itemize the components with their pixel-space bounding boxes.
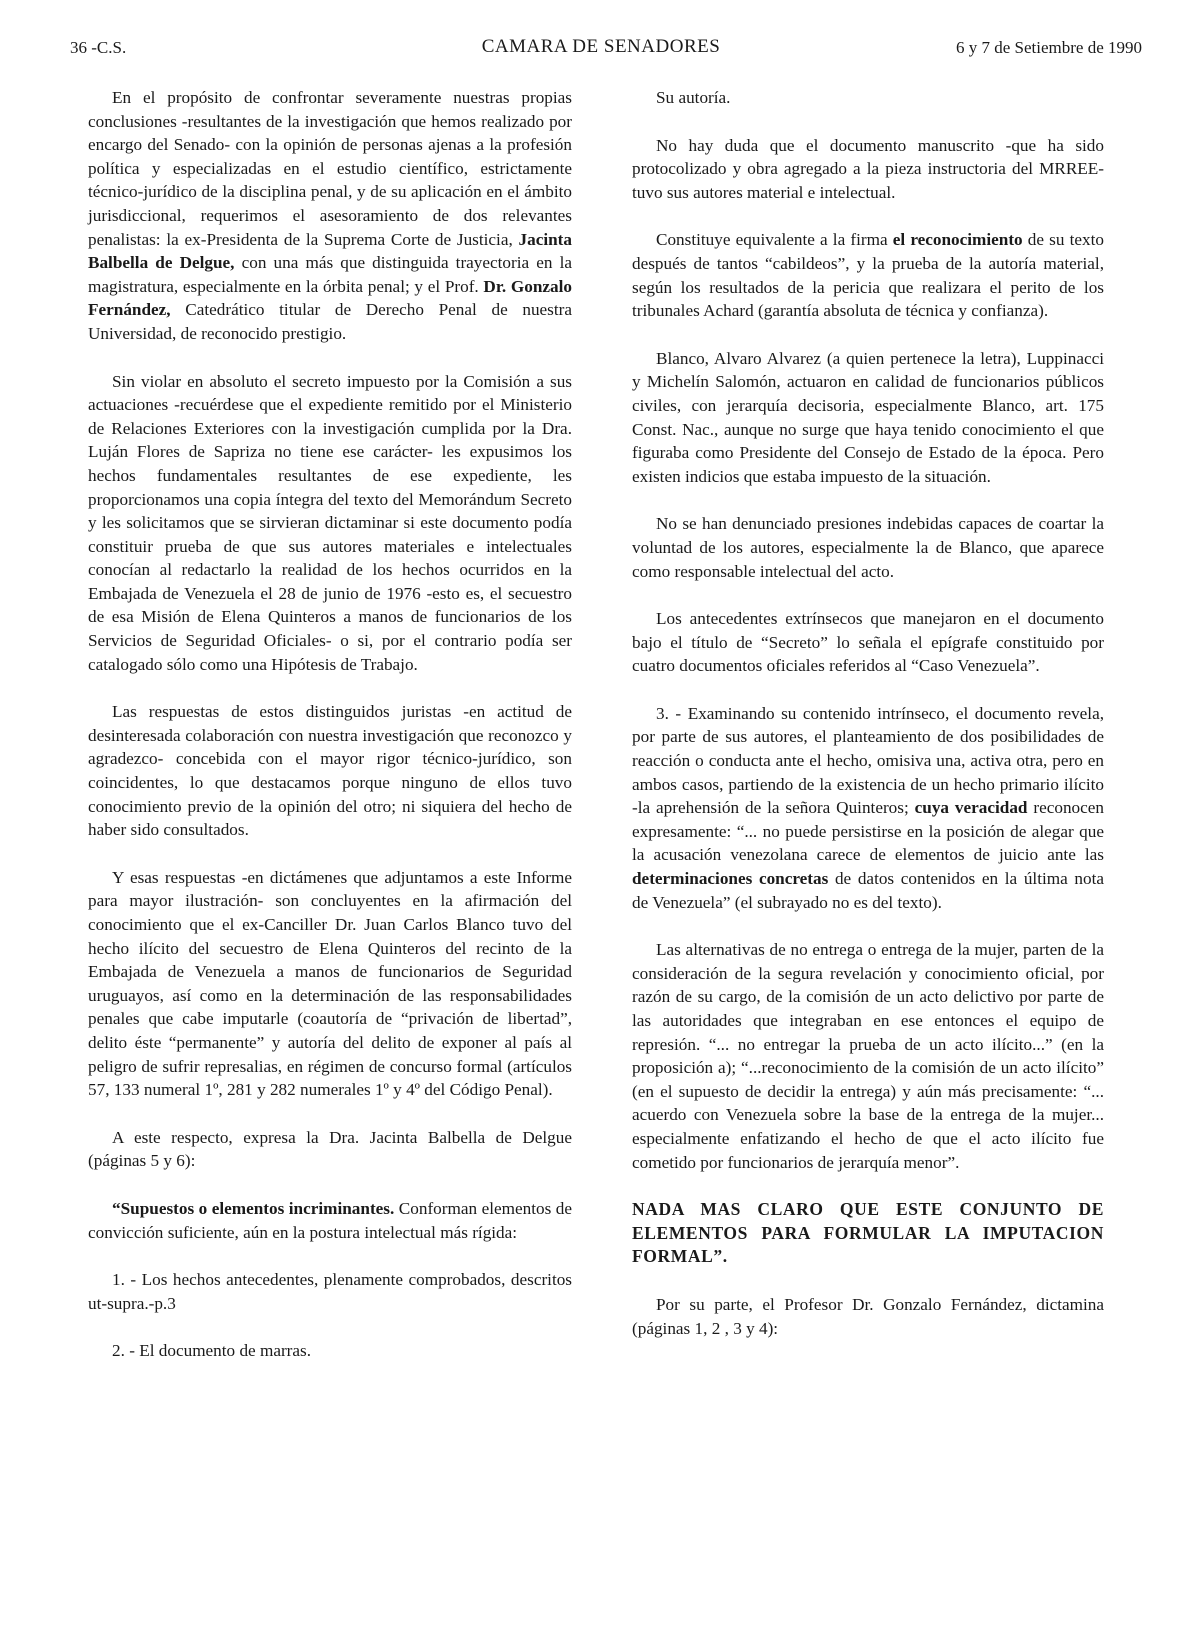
paragraph-alternatives: Las alternativas de no entrega o entrega de la mujer, parten de la consideración de la segura revelación y conocimiento oficial, por razón de su cargo, de la comisión de un acto delictivo por parte de las autoridades que integraban en ese entonces el equipo de represión. “... no entregar la prueba de un acto ilícito...” (en la proposición a); “...reconocimiento de la comisión de un acto ilícito” (en el supuesto de decidir la entrega) y aún más precisamente: “... acuerdo con Venezuela sobre la base de la entrega de la mujer... especialmente enfatizando el hecho de que el acto ilícito fue cometido por funcionarios de jerarquía menor”. <box>632 940 1104 1172</box>
chamber-title: CAMARA DE SENADORES <box>481 36 721 57</box>
paragraph-authorship: Su autoría. <box>656 88 731 107</box>
paragraph-balbella-intro: A este respecto, expresa la Dra. Jacinta Balbella de Delgue (páginas 5 y 6): <box>88 1127 572 1171</box>
conclusion-heading: NADA MAS CLARO QUE ESTE CONJUNTO DE ELEMENTOS PARA FORMULAR LA IMPUTACION FORMAL”. <box>632 1199 1104 1267</box>
paragraph-extrinsic: Los antecedentes extrínsecos que manejaron en el documento bajo el título de “Secreto” lo señala el epígrafe constituido por cuatro documentos oficiales referidos al “Caso Venezuela”. <box>632 609 1104 676</box>
list-item-2: 2. - El documento de marras. <box>112 1341 312 1361</box>
bold-veracity: cuya veracidad <box>914 798 1028 818</box>
paragraph-responses: Las respuestas de estos distinguidos juristas -en actitud de desinteresada colaboración con nuestra investigación que reconozco y agradezco- concebida con el mayor rigor técnico-jurídico, son coincidentes, lo que destacamos porque ninguno de ellos tuvo conocimiento previo de la opinión del otro; ni siquiera del hecho de haber sido consultados. <box>88 702 572 840</box>
text-run: Constituye equivalente a la firma <box>656 230 893 250</box>
paragraph-fernandez-intro: Por su parte, el Profesor Dr. Gonzalo Fernández, dictamina (páginas 1, 2 , 3 y 4): <box>632 1294 1104 1338</box>
bold-determinations: determinaciones concretas <box>632 869 829 889</box>
list-item-1: 1. - Los hechos antecedentes, plenamente comprobados, descritos ut-supra.-p.3 <box>88 1270 572 1313</box>
session-date: 6 y 7 de Setiembre de 1990 <box>955 38 1142 57</box>
name-fernandez: Dr. Gonzalo Fernández, <box>88 276 572 320</box>
paragraph-secret: Sin violar en absoluto el secreto impuesto por la Comisión a sus actuaciones -recuérdese que el expediente remitido por el Ministerio de Relaciones Exteriores con la investigación cumplida por la Dra. Luján Flores de Sapriza no tiene ese carácter- les expusimos los hechos fundamentales resultantes de ese expediente, les proporcionamos una copia íntegra del texto del Memorándum Secreto y les solicitamos que se sirvieran dictaminar si este documento podía constituir prueba de que sus autores materiales e intelectuales conocían al redactarlo la realidad de los hechos ocurridos en la Embajada de Venezuela el 28 de junio de 1976 -esto es, el secuestro de esa Misión de Elena Quinteros a manos de funcionarios de los Servicios de Seguridad Oficiales- o si, por el contrario podía ser catalogado sólo como una Hipótesis de Trabajo. <box>88 371 572 674</box>
subheading-incriminating: “Supuestos o elementos incriminantes. <box>112 1198 395 1218</box>
name-balbella: Jacinta Balbella de Delgue, <box>88 229 572 273</box>
text-run: 3. - Examinando su contenido intrínseco, el documento revela, por parte de sus autores, el planteamiento de dos posibilidades de reacción o conducta ante el hecho, omisiva una, activa otra, pero en ambos casos, partiendo de la existencia de un hecho primario ilícito -la aprehensión de la señora Quinteros; <box>632 703 1104 818</box>
text-run: En el propósito de confrontar severamente nuestras propias conclusiones -resultantes de la investigación que hemos realizado por encargo del Senado- con la opinión de personas ajenas a la profesión política y especializadas en el estudio científico, estrictamente técnico-jurídico de la disciplina penal, y de su aplicación en el ámbito jurisdiccional, requerimos el asesoramiento de dos relevantes penalistas: la ex-Presidenta de la Suprema Corte de Justicia, <box>88 88 572 249</box>
paragraph-pressures: No se han denunciado presiones indebidas capaces de coartar la voluntad de los autores, especialmente la de Blanco, que aparece como responsable intelectual del acto. <box>632 514 1104 581</box>
text-run: de datos contenidos en la última nota de Venezuela” (el subrayado no es del texto). <box>632 869 1104 912</box>
paragraph-officials: Blanco, Alvaro Alvarez (a quien pertenece la letra), Luppinacci y Michelín Salomón, actuaron en calidad de funcionarios públicos civiles, con jerarquía decisoria, especialmente Blanco, art. 175 Const. Nac., aunque no surge que haya tenido conocimiento el que figuraba como Presidente del Consejo de Estado de la época. Pero existen indicios que estaba impuesto de la situación. <box>632 348 1104 486</box>
left-column <box>88 86 572 1387</box>
paragraph-consultation <box>88 86 572 346</box>
paragraph-signature <box>632 228 1104 322</box>
text-run: de su texto después de tantos “cabildeos”, y la prueba de la autoría material, según los resultados de la pericia que realizara el perito de los tribunales Achard (garantía absoluta de técnica y confianza). <box>632 230 1104 321</box>
paragraph-conclusions: Y esas respuestas -en dictámenes que adjuntamos a este Informe para mayor ilustración- son concluyentes en la afirmación del conocimiento que el ex-Canciller Dr. Juan Carlos Blanco tuvo del hecho ilícito del secuestro de Elena Quinteros del recinto de la Embajada de Venezuela a manos de funcionarios de Seguridad uruguayos, así como en la determinación de las responsabilidades penales que cabe imputarle (coautoría de “privación de libertad”, delito éste “permanente” y autoría del delito de exponer al país al peligro de sufrir represalias, en régimen de concurso formal (artículos 57, 133 numeral 1º, 281 y 282 numerales 1º y 4º del Código Penal). <box>88 867 572 1100</box>
bold-recognition: el reconocimiento <box>892 230 1023 250</box>
text-run: con una más que distinguida trayectoria en la magistratura, especialmente en la órbita penal; y el Prof. <box>88 253 573 296</box>
paragraph-incriminating <box>88 1197 572 1244</box>
text-run: reconocen expresamente: “... no puede persistirse en la posición de alegar que la acusación venezolana carece de elementos de juicio ante las <box>632 798 1104 865</box>
right-column <box>632 86 1104 1364</box>
text-run: Catedrático titular de Derecho Penal de nuestra Universidad, de reconocido prestigio. <box>88 300 572 343</box>
paragraph-manuscript: No hay duda que el documento manuscrito -que ha sido protocolizado y obra agregado a la pieza instructoria del MRREE- tuvo sus autores material e intelectual. <box>632 135 1104 202</box>
page-reference: 36 -C.S. <box>70 38 127 57</box>
list-item-3 <box>632 702 1104 914</box>
text-run: Conforman elementos de convicción suficiente, aún en la postura intelectual más rígida: <box>88 1198 572 1242</box>
page-header <box>60 34 1142 62</box>
